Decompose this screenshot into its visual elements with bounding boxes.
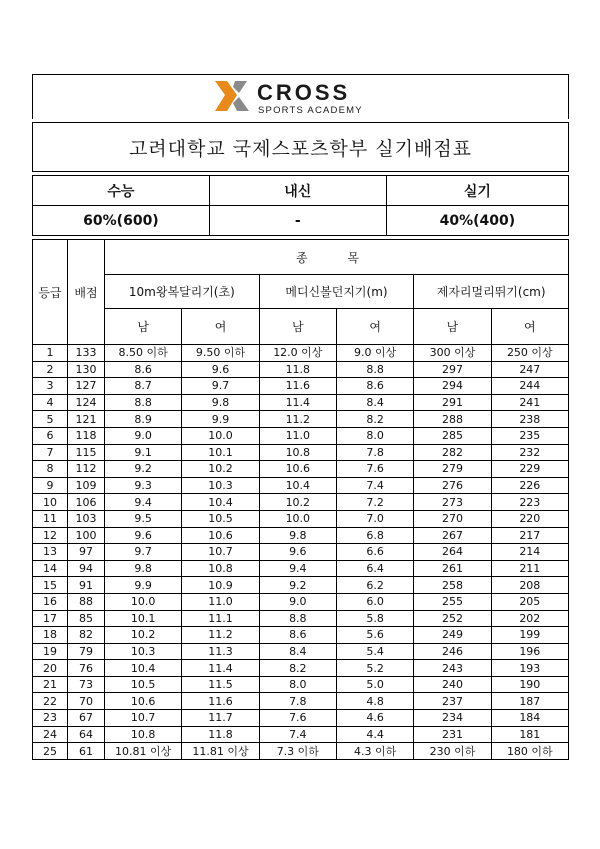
jump-female-cell: 180 이하 [491, 743, 568, 760]
grade-cell: 9 [33, 477, 68, 494]
jump-female-cell: 232 [491, 444, 568, 461]
table-row [33, 345, 569, 362]
score-header: 배점 [68, 240, 105, 345]
score-sheet [32, 74, 569, 760]
jump-female-cell: 190 [491, 676, 568, 693]
medball-female-cell: 6.0 [336, 593, 413, 610]
jump-male-cell: 246 [414, 643, 491, 660]
score-cell: 82 [68, 627, 105, 644]
score-cell: 94 [68, 560, 105, 577]
score-table-body [33, 345, 569, 760]
medball-female-cell: 5.2 [336, 660, 413, 677]
grade-cell: 3 [33, 378, 68, 395]
jump-female-cell: 220 [491, 510, 568, 527]
medball-female-cell: 6.2 [336, 577, 413, 594]
shuttle-male-cell: 9.9 [105, 577, 182, 594]
event-shuttle-run: 10m왕복달리기(초) [105, 275, 260, 309]
medball-female-cell: 6.4 [336, 560, 413, 577]
medball-female-cell: 7.6 [336, 461, 413, 478]
jump-female-cell: 202 [491, 610, 568, 627]
table-row [33, 527, 569, 544]
score-cell: 118 [68, 427, 105, 444]
table-row [33, 660, 569, 677]
summary-header-row [33, 176, 569, 206]
medball-female-cell: 4.6 [336, 710, 413, 727]
events-header: 종 목 [105, 240, 569, 275]
medball-female-cell: 5.0 [336, 676, 413, 693]
grade-header: 등급 [33, 240, 68, 345]
jump-female-cell: 238 [491, 411, 568, 428]
summary-value-naesin: - [209, 206, 386, 236]
medball-male-cell: 7.3 이하 [259, 743, 336, 760]
jump-male-cell: 243 [414, 660, 491, 677]
shuttle-male-cell: 9.1 [105, 444, 182, 461]
jump-male-cell: 288 [414, 411, 491, 428]
medball-male-cell: 8.8 [259, 610, 336, 627]
shuttle-male-cell: 9.4 [105, 494, 182, 511]
logo-header [32, 74, 569, 119]
jump-male-cell: 230 이하 [414, 743, 491, 760]
jump-male-cell: 300 이상 [414, 345, 491, 362]
shuttle-male-cell: 8.9 [105, 411, 182, 428]
summary-value-row [33, 206, 569, 236]
grade-cell: 25 [33, 743, 68, 760]
score-cell: 73 [68, 676, 105, 693]
medball-male-cell: 11.2 [259, 411, 336, 428]
summary-header-suneung: 수능 [33, 176, 210, 206]
page-title: 고려대학교 국제스포츠학부 실기배점표 [32, 122, 569, 172]
grade-cell: 18 [33, 627, 68, 644]
score-cell: 64 [68, 726, 105, 743]
shuttle-male-cell: 8.50 이하 [105, 345, 182, 362]
shuttle-female-cell: 10.1 [182, 444, 259, 461]
medball-female-cell: 5.4 [336, 643, 413, 660]
score-cell: 85 [68, 610, 105, 627]
shuttle-female-cell: 11.2 [182, 627, 259, 644]
grade-cell: 19 [33, 643, 68, 660]
score-cell: 100 [68, 527, 105, 544]
grade-cell: 15 [33, 577, 68, 594]
shuttle-female-cell: 10.0 [182, 427, 259, 444]
jump-female-cell: 229 [491, 461, 568, 478]
shuttle-male-cell: 8.8 [105, 394, 182, 411]
grade-cell: 24 [33, 726, 68, 743]
shuttle-male-cell: 10.0 [105, 593, 182, 610]
medball-female-cell: 8.8 [336, 361, 413, 378]
table-row [33, 361, 569, 378]
gender-female: 여 [336, 309, 413, 345]
table-row [33, 610, 569, 627]
score-cell: 88 [68, 593, 105, 610]
shuttle-male-cell: 10.5 [105, 676, 182, 693]
shuttle-female-cell: 9.9 [182, 411, 259, 428]
medball-male-cell: 7.4 [259, 726, 336, 743]
table-row [33, 544, 569, 561]
medball-male-cell: 10.0 [259, 510, 336, 527]
jump-female-cell: 250 이상 [491, 345, 568, 362]
medball-male-cell: 7.6 [259, 710, 336, 727]
score-cell: 70 [68, 693, 105, 710]
table-row [33, 560, 569, 577]
jump-female-cell: 208 [491, 577, 568, 594]
score-cell: 127 [68, 378, 105, 395]
jump-female-cell: 235 [491, 427, 568, 444]
jump-female-cell: 214 [491, 544, 568, 561]
logo-tagline: SPORTS ACADEMY [258, 105, 363, 116]
gender-male: 남 [105, 309, 182, 345]
jump-male-cell: 258 [414, 577, 491, 594]
medball-male-cell: 11.0 [259, 427, 336, 444]
table-row [33, 378, 569, 395]
medball-female-cell: 4.8 [336, 693, 413, 710]
jump-male-cell: 252 [414, 610, 491, 627]
grade-cell: 10 [33, 494, 68, 511]
jump-female-cell: 226 [491, 477, 568, 494]
shuttle-female-cell: 11.7 [182, 710, 259, 727]
medball-male-cell: 11.8 [259, 361, 336, 378]
shuttle-female-cell: 9.50 이하 [182, 345, 259, 362]
medball-male-cell: 10.4 [259, 477, 336, 494]
shuttle-female-cell: 10.4 [182, 494, 259, 511]
grade-cell: 17 [33, 610, 68, 627]
jump-male-cell: 294 [414, 378, 491, 395]
jump-female-cell: 181 [491, 726, 568, 743]
table-row [33, 461, 569, 478]
score-cell: 106 [68, 494, 105, 511]
shuttle-female-cell: 11.0 [182, 593, 259, 610]
table-row [33, 743, 569, 760]
medball-male-cell: 11.4 [259, 394, 336, 411]
score-cell: 130 [68, 361, 105, 378]
jump-male-cell: 231 [414, 726, 491, 743]
grade-cell: 22 [33, 693, 68, 710]
medball-female-cell: 8.4 [336, 394, 413, 411]
jump-female-cell: 196 [491, 643, 568, 660]
jump-male-cell: 261 [414, 560, 491, 577]
jump-male-cell: 285 [414, 427, 491, 444]
gender-female: 여 [491, 309, 568, 345]
score-cell: 103 [68, 510, 105, 527]
medball-male-cell: 10.8 [259, 444, 336, 461]
jump-female-cell: 184 [491, 710, 568, 727]
shuttle-female-cell: 11.6 [182, 693, 259, 710]
grade-cell: 13 [33, 544, 68, 561]
score-cell: 67 [68, 710, 105, 727]
summary-table [32, 175, 569, 236]
shuttle-male-cell: 9.5 [105, 510, 182, 527]
score-table [32, 239, 569, 760]
grade-cell: 21 [33, 676, 68, 693]
shuttle-male-cell: 10.6 [105, 693, 182, 710]
shuttle-male-cell: 9.6 [105, 527, 182, 544]
grade-cell: 20 [33, 660, 68, 677]
jump-male-cell: 255 [414, 593, 491, 610]
jump-male-cell: 234 [414, 710, 491, 727]
table-row [33, 693, 569, 710]
table-row [33, 643, 569, 660]
medball-female-cell: 7.0 [336, 510, 413, 527]
shuttle-female-cell: 11.3 [182, 643, 259, 660]
shuttle-female-cell: 9.7 [182, 378, 259, 395]
shuttle-female-cell: 9.8 [182, 394, 259, 411]
grade-cell: 1 [33, 345, 68, 362]
shuttle-female-cell: 10.5 [182, 510, 259, 527]
jump-male-cell: 264 [414, 544, 491, 561]
table-row [33, 726, 569, 743]
medball-male-cell: 9.4 [259, 560, 336, 577]
table-row [33, 676, 569, 693]
shuttle-female-cell: 11.4 [182, 660, 259, 677]
medball-female-cell: 8.0 [336, 427, 413, 444]
jump-female-cell: 223 [491, 494, 568, 511]
shuttle-male-cell: 10.8 [105, 726, 182, 743]
table-row [33, 427, 569, 444]
score-cell: 133 [68, 345, 105, 362]
medball-female-cell: 6.8 [336, 527, 413, 544]
shuttle-male-cell: 9.8 [105, 560, 182, 577]
medball-female-cell: 7.4 [336, 477, 413, 494]
medball-female-cell: 5.8 [336, 610, 413, 627]
score-cell: 61 [68, 743, 105, 760]
event-standing-jump: 제자리멀리뛰기(cm) [414, 275, 569, 309]
shuttle-male-cell: 10.4 [105, 660, 182, 677]
grade-cell: 5 [33, 411, 68, 428]
score-cell: 76 [68, 660, 105, 677]
medball-male-cell: 10.2 [259, 494, 336, 511]
jump-male-cell: 282 [414, 444, 491, 461]
grade-cell: 7 [33, 444, 68, 461]
table-row [33, 444, 569, 461]
grade-cell: 16 [33, 593, 68, 610]
gender-male: 남 [414, 309, 491, 345]
jump-male-cell: 240 [414, 676, 491, 693]
cross-logo [211, 77, 401, 117]
jump-female-cell: 217 [491, 527, 568, 544]
shuttle-male-cell: 10.3 [105, 643, 182, 660]
shuttle-male-cell: 10.2 [105, 627, 182, 644]
score-cell: 109 [68, 477, 105, 494]
jump-female-cell: 205 [491, 593, 568, 610]
jump-female-cell: 199 [491, 627, 568, 644]
shuttle-female-cell: 10.8 [182, 560, 259, 577]
medball-male-cell: 10.6 [259, 461, 336, 478]
shuttle-male-cell: 9.7 [105, 544, 182, 561]
medball-female-cell: 7.8 [336, 444, 413, 461]
table-row [33, 394, 569, 411]
grade-cell: 12 [33, 527, 68, 544]
medball-male-cell: 9.0 [259, 593, 336, 610]
shuttle-female-cell: 10.3 [182, 477, 259, 494]
jump-male-cell: 270 [414, 510, 491, 527]
medball-male-cell: 8.6 [259, 627, 336, 644]
event-medicine-ball: 메디신볼던지기(m) [259, 275, 414, 309]
medball-female-cell: 8.6 [336, 378, 413, 395]
medball-male-cell: 12.0 이상 [259, 345, 336, 362]
table-row [33, 477, 569, 494]
shuttle-female-cell: 10.7 [182, 544, 259, 561]
grade-cell: 8 [33, 461, 68, 478]
score-cell: 121 [68, 411, 105, 428]
jump-male-cell: 276 [414, 477, 491, 494]
score-cell: 115 [68, 444, 105, 461]
gender-male: 남 [259, 309, 336, 345]
table-row [33, 577, 569, 594]
summary-header-silgi: 실기 [386, 176, 568, 206]
jump-female-cell: 244 [491, 378, 568, 395]
medball-male-cell: 9.8 [259, 527, 336, 544]
shuttle-female-cell: 10.2 [182, 461, 259, 478]
medball-male-cell: 8.4 [259, 643, 336, 660]
shuttle-male-cell: 8.6 [105, 361, 182, 378]
medball-male-cell: 8.2 [259, 660, 336, 677]
medball-female-cell: 6.6 [336, 544, 413, 561]
shuttle-male-cell: 10.1 [105, 610, 182, 627]
shuttle-female-cell: 11.1 [182, 610, 259, 627]
summary-header-naesin: 내신 [209, 176, 386, 206]
logo-brand: CROSS [257, 80, 351, 105]
grade-cell: 4 [33, 394, 68, 411]
grade-cell: 14 [33, 560, 68, 577]
grade-cell: 11 [33, 510, 68, 527]
shuttle-female-cell: 9.6 [182, 361, 259, 378]
jump-male-cell: 291 [414, 394, 491, 411]
jump-female-cell: 193 [491, 660, 568, 677]
table-row [33, 510, 569, 527]
shuttle-male-cell: 9.2 [105, 461, 182, 478]
jump-female-cell: 241 [491, 394, 568, 411]
shuttle-female-cell: 11.5 [182, 676, 259, 693]
shuttle-male-cell: 9.0 [105, 427, 182, 444]
table-row [33, 411, 569, 428]
medball-male-cell: 8.0 [259, 676, 336, 693]
grade-cell: 2 [33, 361, 68, 378]
shuttle-female-cell: 11.8 [182, 726, 259, 743]
score-cell: 97 [68, 544, 105, 561]
table-row [33, 710, 569, 727]
medball-female-cell: 5.6 [336, 627, 413, 644]
shuttle-male-cell: 8.7 [105, 378, 182, 395]
medball-male-cell: 9.6 [259, 544, 336, 561]
medball-female-cell: 4.4 [336, 726, 413, 743]
medball-male-cell: 9.2 [259, 577, 336, 594]
jump-female-cell: 187 [491, 693, 568, 710]
x-mark-icon [215, 81, 249, 111]
medball-female-cell: 9.0 이상 [336, 345, 413, 362]
jump-male-cell: 279 [414, 461, 491, 478]
score-cell: 124 [68, 394, 105, 411]
score-cell: 91 [68, 577, 105, 594]
shuttle-female-cell: 10.6 [182, 527, 259, 544]
medball-male-cell: 11.6 [259, 378, 336, 395]
shuttle-male-cell: 9.3 [105, 477, 182, 494]
table-row [33, 593, 569, 610]
medball-female-cell: 4.3 이하 [336, 743, 413, 760]
shuttle-female-cell: 10.9 [182, 577, 259, 594]
jump-female-cell: 211 [491, 560, 568, 577]
medball-female-cell: 8.2 [336, 411, 413, 428]
gender-female: 여 [182, 309, 259, 345]
medball-male-cell: 7.8 [259, 693, 336, 710]
score-cell: 112 [68, 461, 105, 478]
jump-male-cell: 249 [414, 627, 491, 644]
table-row [33, 494, 569, 511]
grade-cell: 6 [33, 427, 68, 444]
jump-female-cell: 247 [491, 361, 568, 378]
table-row [33, 627, 569, 644]
summary-value-silgi: 40%(400) [386, 206, 568, 236]
grade-cell: 23 [33, 710, 68, 727]
shuttle-female-cell: 11.81 이상 [182, 743, 259, 760]
score-cell: 79 [68, 643, 105, 660]
shuttle-male-cell: 10.81 이상 [105, 743, 182, 760]
jump-male-cell: 237 [414, 693, 491, 710]
jump-male-cell: 297 [414, 361, 491, 378]
jump-male-cell: 273 [414, 494, 491, 511]
summary-value-suneung: 60%(600) [33, 206, 210, 236]
medball-female-cell: 7.2 [336, 494, 413, 511]
jump-male-cell: 267 [414, 527, 491, 544]
shuttle-male-cell: 10.7 [105, 710, 182, 727]
